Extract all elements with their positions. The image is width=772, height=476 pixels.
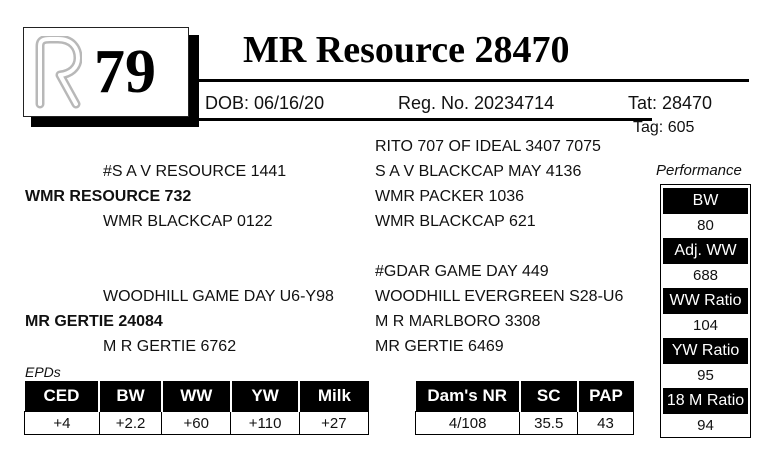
dam-stats-header-row [416, 381, 634, 412]
lot-number: 79 [94, 38, 156, 106]
dam-stats-value-pap: 43 [578, 412, 634, 435]
brand-logo [30, 36, 82, 110]
epd-value-yw: +110 [231, 412, 299, 435]
pedigree-sire-sire-sire: RITO 707 OF IDEAL 3407 7075 [375, 138, 601, 155]
pedigree-sire: WMR RESOURCE 732 [25, 188, 192, 205]
perf-value-bw: 80 [697, 217, 714, 234]
perf-label-adj-ww: Adj. WW [663, 238, 748, 264]
epd-header-ww: WW [162, 381, 231, 412]
epd-value-ww: +60 [162, 412, 231, 435]
perf-value-18m-ratio: 94 [697, 417, 714, 434]
pedigree-dam-dam: M R GERTIE 6762 [103, 338, 237, 355]
perf-label-ww-ratio: WW Ratio [663, 288, 748, 314]
dob-text: DOB: 06/16/20 [205, 93, 325, 113]
epd-header-yw: YW [231, 381, 299, 412]
tattoo-text: Tat: 28470 [628, 93, 713, 113]
epd-value-milk: +27 [299, 412, 368, 435]
dam-stats-value-sc: 35.5 [520, 412, 578, 435]
performance-title: Performance [656, 162, 742, 179]
perf-value-yw-ratio: 95 [697, 367, 714, 384]
epd-header-ced: CED [25, 381, 100, 412]
header-divider [197, 79, 749, 82]
pedigree-sire-sire-dam: S A V BLACKCAP MAY 4136 [375, 163, 582, 180]
pedigree-dam-sire-dam: WOODHILL EVERGREEN S28-U6 [375, 288, 624, 305]
pedigree-dam: MR GERTIE 24084 [25, 313, 163, 330]
perf-label-18m-ratio: 18 M Ratio [663, 388, 748, 414]
pedigree-dam-dam-dam: MR GERTIE 6469 [375, 338, 504, 355]
lot-box [23, 27, 189, 117]
info-divider [197, 118, 652, 121]
epd-header-bw: BW [99, 381, 161, 412]
epd-header-row [25, 381, 369, 412]
dam-stats-value-nr: 4/108 [416, 412, 520, 435]
dam-stats-header-sc: SC [520, 381, 578, 412]
pedigree-dam-sire-sire: #GDAR GAME DAY 449 [375, 263, 549, 280]
tag-text: Tag: 605 [633, 119, 695, 136]
epd-header-milk: Milk [299, 381, 368, 412]
dam-stats-value-row [416, 412, 634, 435]
perf-value-ww-ratio: 104 [692, 317, 719, 334]
pedigree-dam-sire: WOODHILL GAME DAY U6-Y98 [103, 288, 334, 305]
dam-stats-header-nr: Dam's NR [416, 381, 520, 412]
registration-number: Reg. No. 20234714 [398, 93, 555, 113]
animal-name-title: MR Resource 28470 [243, 29, 570, 71]
perf-label-yw-ratio: YW Ratio [663, 338, 748, 364]
pedigree-sire-dam-sire: WMR PACKER 1036 [375, 188, 525, 205]
dam-stats-header-pap: PAP [578, 381, 634, 412]
dam-stats-table [415, 381, 634, 435]
pedigree-sire-dam: WMR BLACKCAP 0122 [103, 213, 273, 230]
epd-value-row [25, 412, 369, 435]
pedigree-dam-dam-sire: M R MARLBORO 3308 [375, 313, 541, 330]
epds-label: EPDs [25, 364, 61, 380]
pedigree-sire-dam-dam: WMR BLACKCAP 621 [375, 213, 536, 230]
epd-value-ced: +4 [25, 412, 100, 435]
epd-table [24, 381, 369, 435]
epd-value-bw: +2.2 [99, 412, 161, 435]
performance-panel [660, 184, 751, 438]
perf-value-adj-ww: 688 [692, 267, 719, 284]
perf-label-bw: BW [663, 188, 748, 214]
pedigree-sire-sire: #S A V RESOURCE 1441 [103, 163, 287, 180]
